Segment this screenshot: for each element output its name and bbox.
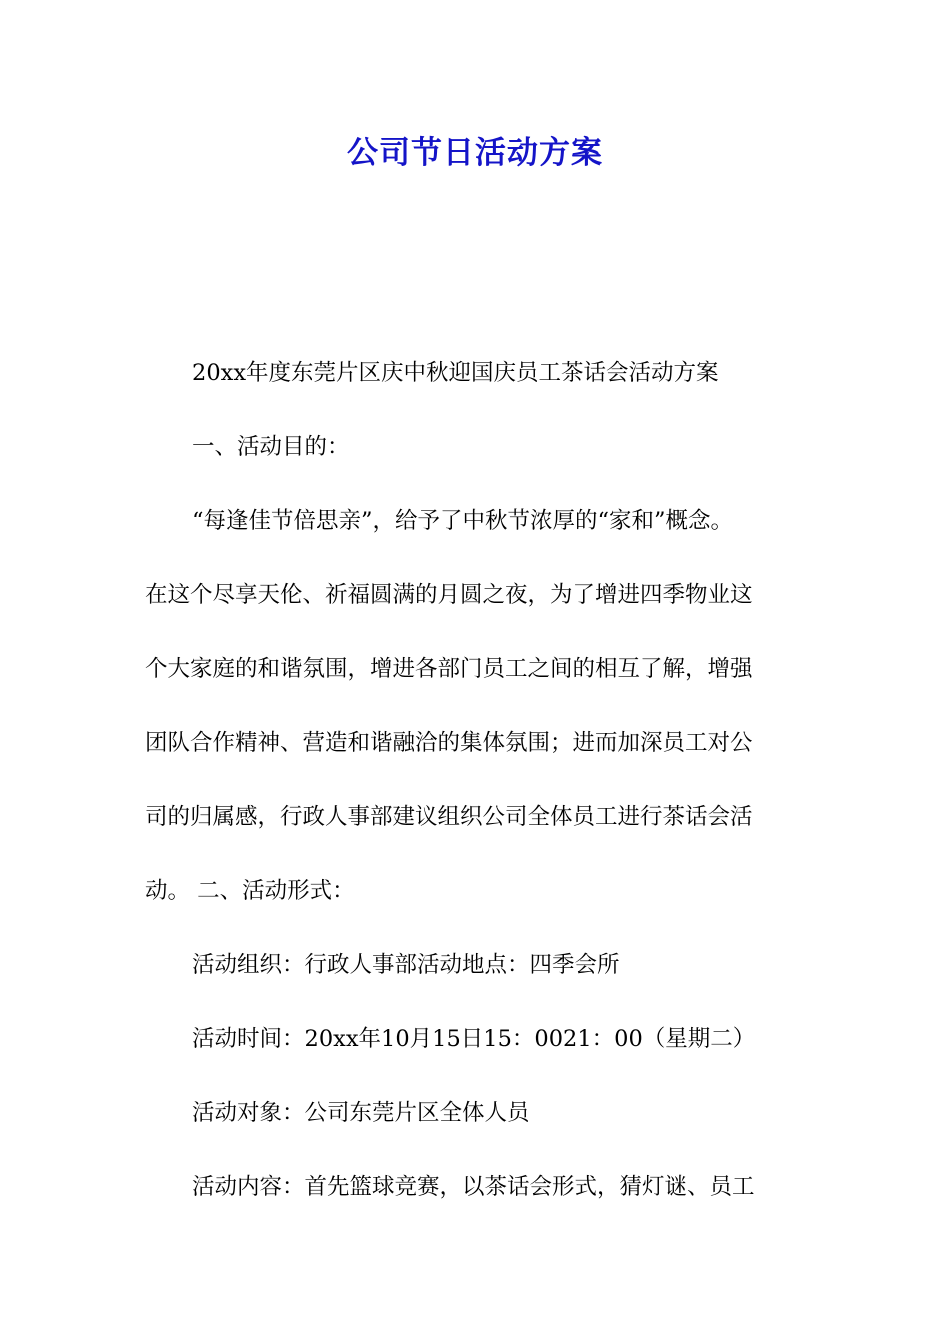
activity-target-line: 活动对象：公司东莞片区全体人员 (192, 1100, 530, 1126)
section-purpose-heading: 一、活动目的： (192, 434, 350, 460)
activity-time-line: 活动时间：20xx年10月15日15：0021：00（星期二） (192, 1026, 756, 1052)
paragraph-line: 司的归属感，行政人事部建议组织公司全体员工进行茶话会活 (145, 804, 753, 830)
paragraph-line: 在这个尽享天伦、祈福圆满的月圆之夜，为了增进四季物业这 (145, 582, 753, 608)
activity-content-line: 活动内容：首先篮球竞赛，以茶话会形式，猜灯谜、员工 (192, 1174, 755, 1200)
paragraph-line: 个大家庭的和谐氛围，增进各部门员工之间的相互了解，增强 (145, 656, 753, 682)
paragraph-line: “每逢佳节倍思亲”，给予了中秋节浓厚的“家和”概念。 (192, 508, 734, 534)
plan-heading: 20xx年度东莞片区庆中秋迎国庆员工茶话会活动方案 (192, 360, 719, 386)
activity-organizer-line: 活动组织：行政人事部活动地点：四季会所 (192, 952, 620, 978)
document-title: 公司节日活动方案 (347, 135, 603, 171)
paragraph-line: 团队合作精神、营造和谐融洽的集体氛围；进而加深员工对公 (145, 730, 753, 756)
document-body (145, 336, 810, 1224)
paragraph-line: 动。 二、活动形式： (145, 878, 355, 904)
